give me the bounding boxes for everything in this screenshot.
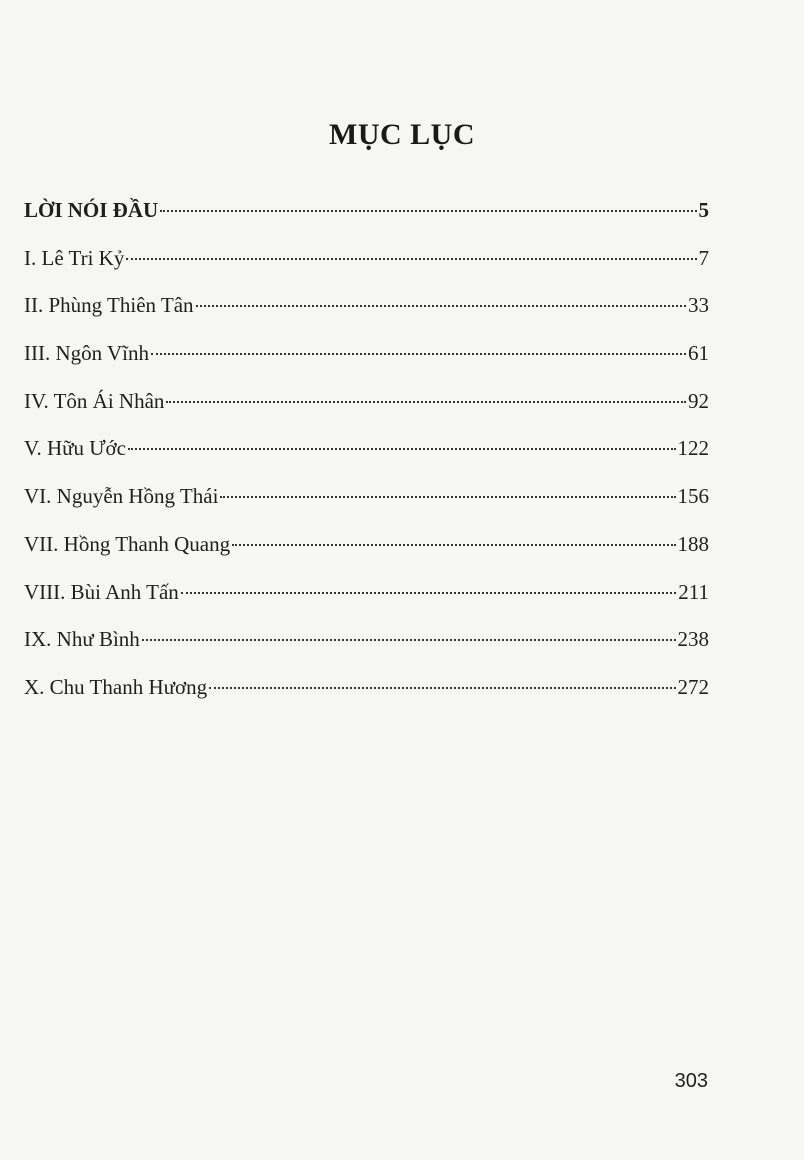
toc-entry-page: 211 <box>678 579 709 604</box>
dot-leader <box>126 258 696 260</box>
dot-leader <box>166 401 686 403</box>
toc-entry-page: 33 <box>688 293 709 318</box>
dot-leader <box>142 639 676 641</box>
toc-entry-title: IV. Tôn Ái Nhân <box>24 388 165 413</box>
toc-entry <box>24 198 709 246</box>
toc-entry-title: II. Phùng Thiên Tân <box>24 293 194 318</box>
dot-leader <box>151 353 686 355</box>
toc-entry-title: IX. Như Bình <box>24 627 140 652</box>
toc-entry-title: III. Ngôn Vĩnh <box>24 341 150 366</box>
toc-entry <box>24 627 709 675</box>
toc-entry-page: 122 <box>677 436 709 461</box>
toc-entry-title: I. Lê Tri Kỷ <box>24 245 125 270</box>
dot-leader <box>220 496 675 498</box>
toc-entry-page: 7 <box>698 245 709 270</box>
toc-entry-title: V. Hữu Ước <box>24 436 126 461</box>
toc-entry <box>24 436 709 484</box>
toc-entry-page: 188 <box>677 531 709 556</box>
toc-entry-title: VIII. Bùi Anh Tấn <box>24 579 179 604</box>
toc-entry <box>24 293 709 341</box>
toc-entry-page: 92 <box>688 388 709 413</box>
dot-leader <box>181 592 677 594</box>
dot-leader <box>196 305 686 307</box>
toc-entry-page: 238 <box>677 627 709 652</box>
toc-entry <box>24 532 709 580</box>
toc-entry-title: LỜI NÓI ĐẦU <box>24 198 159 222</box>
toc-entry-title: X. Chu Thanh Hương <box>24 674 208 699</box>
dot-leader <box>160 210 696 212</box>
dot-leader <box>128 448 676 450</box>
dot-leader <box>209 687 675 689</box>
toc-entry <box>24 675 709 723</box>
toc-entry-title: VI. Nguyễn Hồng Thái <box>24 484 219 509</box>
toc-entry <box>24 580 709 628</box>
toc-entry <box>24 246 709 294</box>
toc-entry-title: VII. Hồng Thanh Quang <box>24 531 231 556</box>
dot-leader <box>232 544 675 546</box>
toc-entry-page: 5 <box>698 198 709 222</box>
toc-entry <box>24 484 709 532</box>
toc-entry <box>24 389 709 437</box>
table-of-contents <box>24 198 709 723</box>
toc-entry-page: 156 <box>677 484 709 509</box>
toc-heading: MỤC LỤC <box>329 118 475 151</box>
toc-entry-page: 61 <box>688 341 709 366</box>
toc-entry-page: 272 <box>677 674 709 699</box>
toc-entry <box>24 341 709 389</box>
page-number: 303 <box>674 1070 708 1092</box>
